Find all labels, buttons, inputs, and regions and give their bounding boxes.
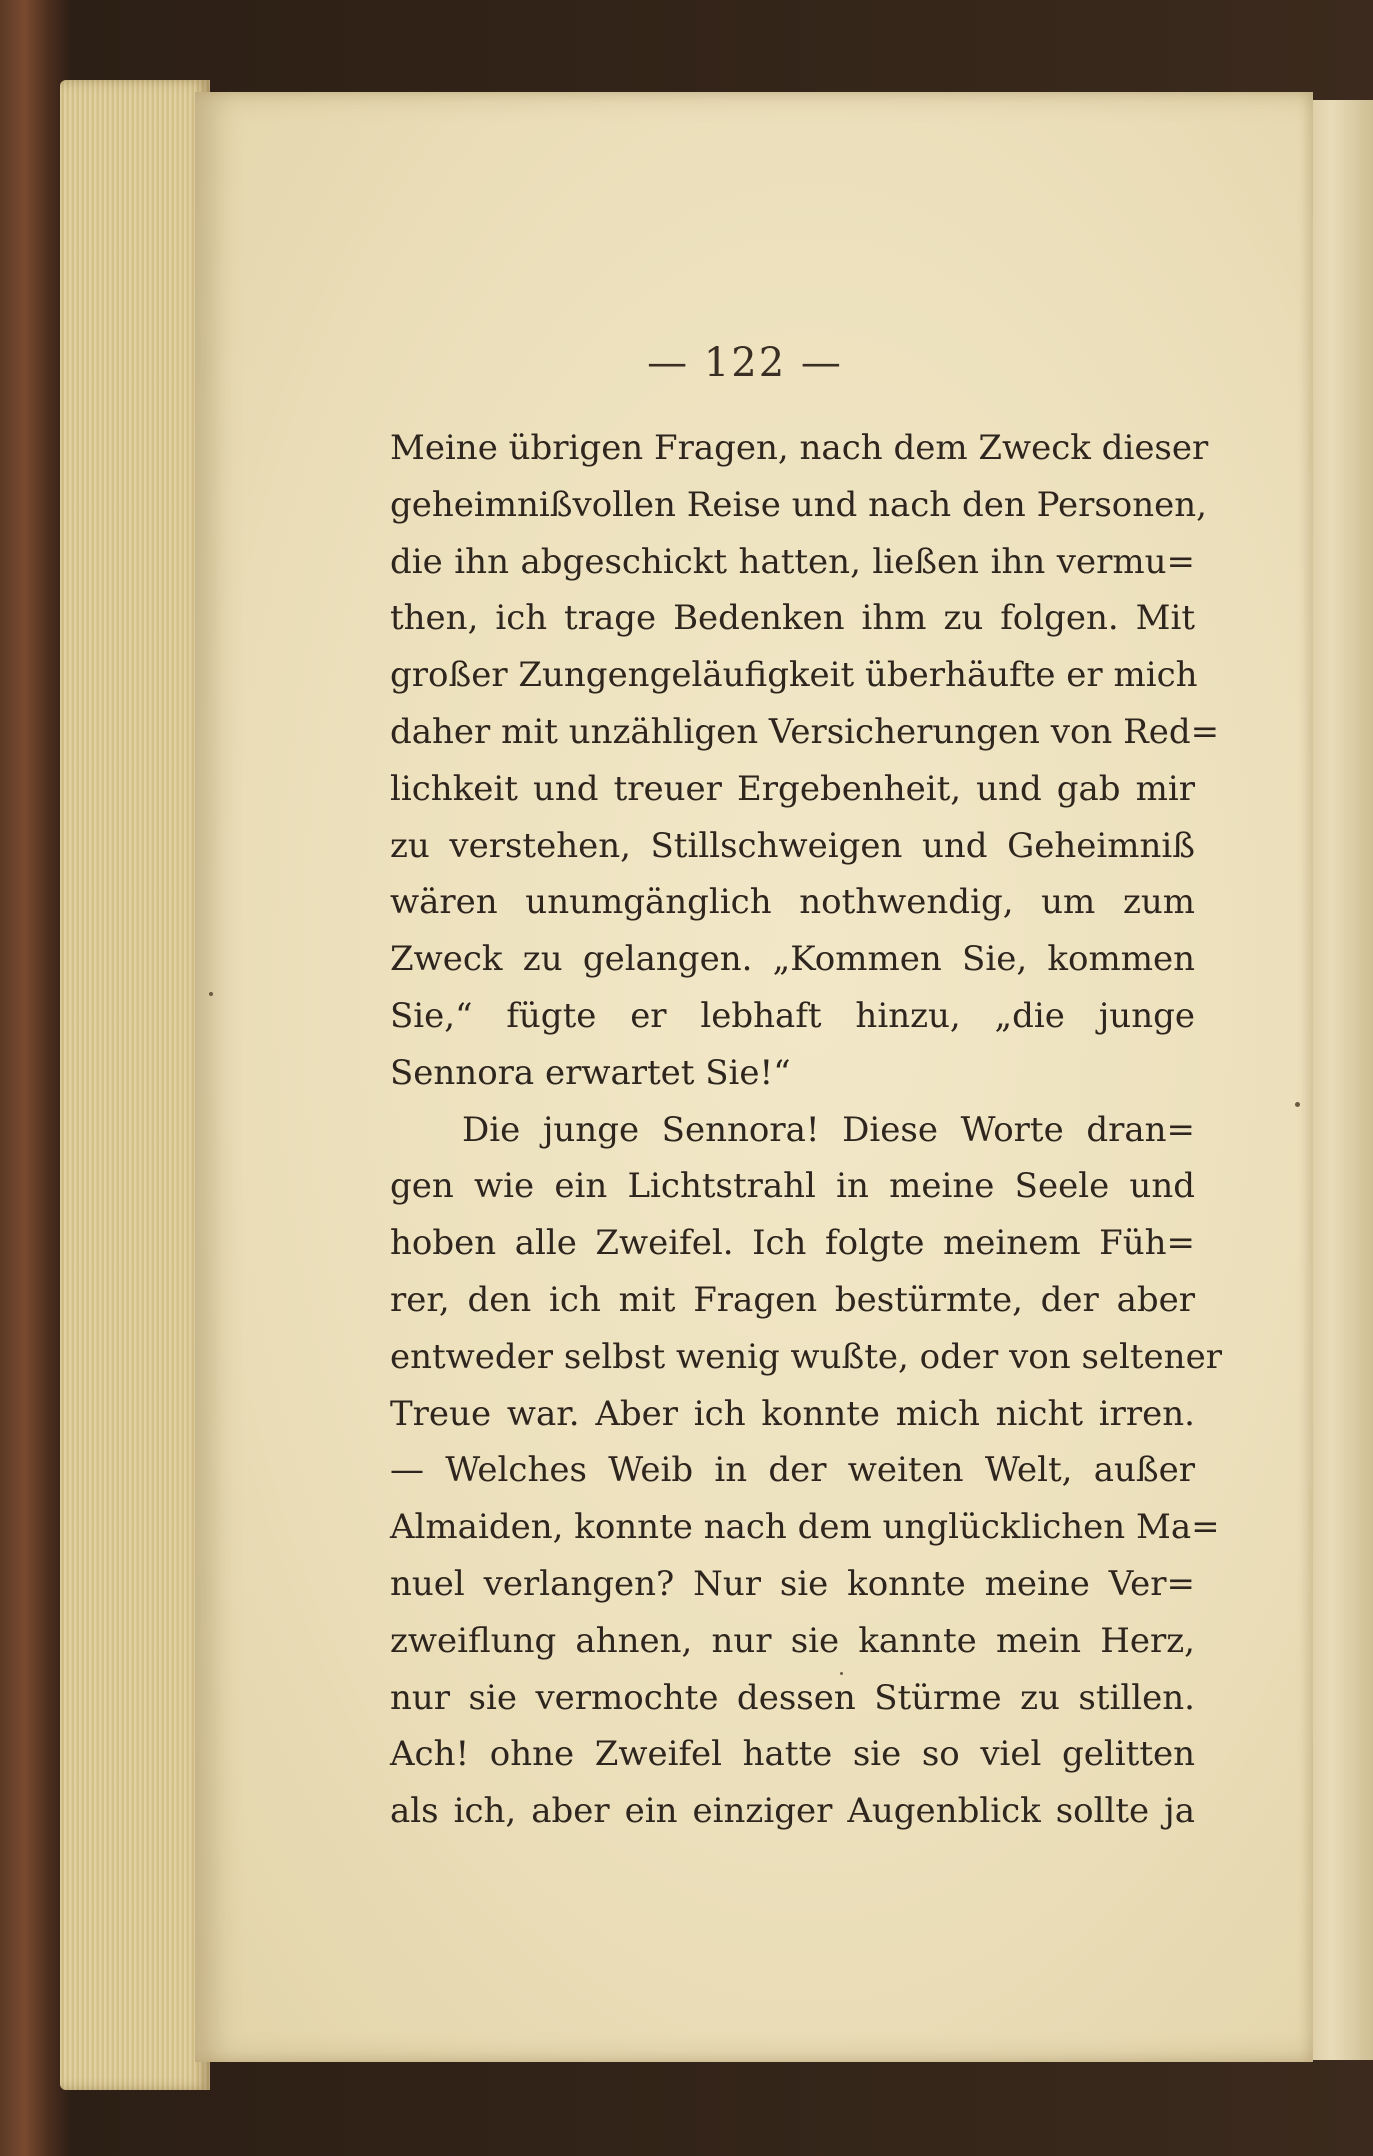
text-line: gen wie ein Lichtstrahl in meine Seele und <box>390 1166 1195 1207</box>
page-number: — 122 — <box>647 340 843 386</box>
text-line: die ihn abgeschickt hatten, ließen ihn vermu= <box>390 541 1195 582</box>
text-line: rer, den ich mit Fragen bestürmte, der aber <box>390 1279 1195 1320</box>
text-line: zu verstehen, Stillschweigen und Geheimniß <box>390 825 1195 866</box>
paper-speck <box>840 1672 843 1675</box>
text-line: then, ich trage Bedenken ihm zu folgen. Mit <box>390 598 1195 639</box>
text-line: hoben alle Zweifel. Ich folgte meinem Füh= <box>390 1223 1195 1264</box>
text-line: — Welches Weib in der weiten Welt, außer <box>390 1450 1195 1491</box>
text-line: wären unumgänglich nothwendig, um zum <box>390 882 1195 923</box>
text-line: daher mit unzähligen Versicherungen von Red= <box>390 711 1220 752</box>
page-stack-edge <box>60 80 210 2090</box>
book-page <box>195 92 1313 2062</box>
text-line: Meine übrigen Fragen, nach dem Zweck dieser <box>390 428 1209 468</box>
text-line: Sennora erwartet Sie!“ <box>390 1052 791 1093</box>
text-line: Almaiden, konnte nach dem unglücklichen Ma= <box>390 1507 1220 1548</box>
text-line: zweiflung ahnen, nur sie kannte mein Herz, <box>390 1620 1195 1661</box>
text-line: geheimnißvollen Reise und nach den Personen, <box>390 484 1207 525</box>
text-line: als ich, aber ein einziger Augenblick sollte ja <box>390 1791 1195 1832</box>
text-line: Ach! ohne Zweifel hatte sie so viel gelitten <box>390 1734 1195 1775</box>
text-line: großer Zungengeläufigkeit überhäufte er mich <box>390 655 1198 696</box>
paragraph-start-line: Die junge Sennora! Diese Worte dran= <box>462 1109 1195 1150</box>
text-line: Zweck zu gelangen. „Kommen Sie, kommen <box>390 939 1195 980</box>
text-line: nur sie vermochte dessen Stürme zu stillen. <box>390 1677 1195 1718</box>
body-text <box>390 420 1222 1840</box>
text-line: entweder selbst wenig wußte, oder von seltener <box>390 1336 1222 1377</box>
text-line: Treue war. Aber ich konnte mich nicht irren. <box>390 1393 1195 1434</box>
text-line: lichkeit und treuer Ergebenheit, und gab mir <box>390 768 1195 809</box>
paper-speck <box>209 992 213 996</box>
text-line: Sie,“ fügte er lebhaft hinzu, „die junge <box>390 995 1195 1036</box>
paper-speck <box>1295 1102 1300 1107</box>
text-line: nuel verlangen? Nur sie konnte meine Ver= <box>390 1563 1195 1604</box>
